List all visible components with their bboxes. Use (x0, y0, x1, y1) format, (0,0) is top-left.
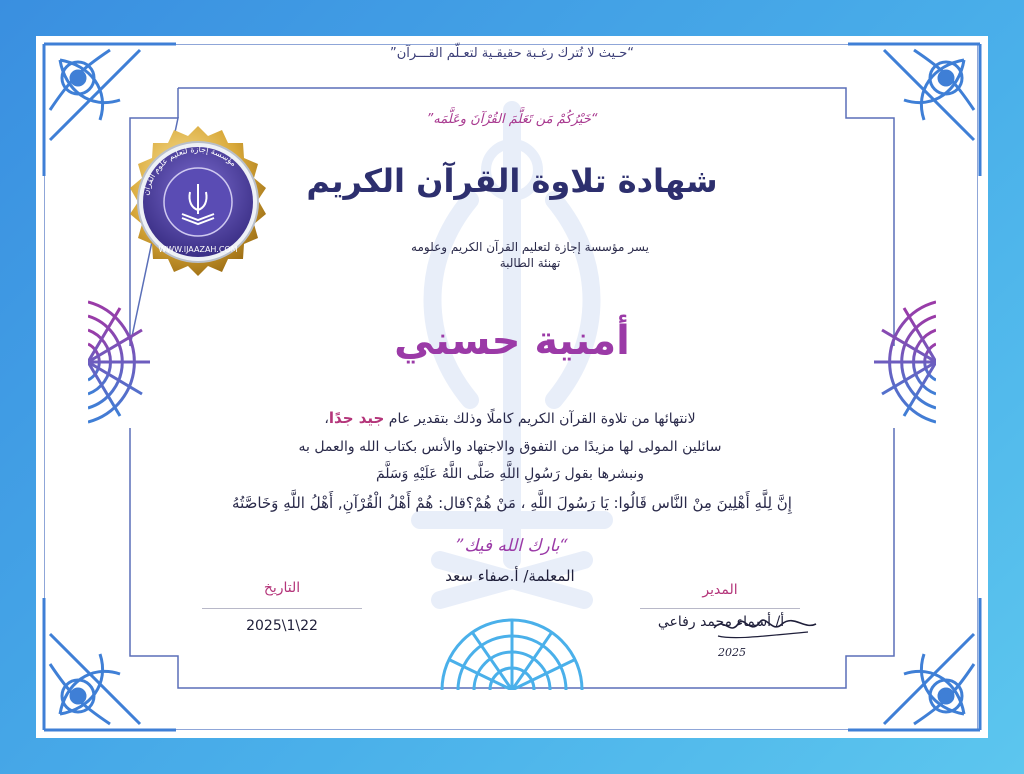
body-line-1 (170, 409, 850, 427)
right-fan-ornament-icon (846, 292, 936, 432)
corner-ornament-bottom-right-icon (844, 594, 984, 734)
body-line-4: إِنَّ لِلَّهِ أَهْلِينَ مِنْ النَّاس قَالُوا: يَا رَسُولَ اللَّهِ ، مَنْ هُمْ؟قال: هُمْ أَهْلُ الْقُرْآنِ, أَهْلُ اللَّهِ وَخَاصَّتُهُ (232, 494, 792, 512)
grade-value: جيد جدًا (328, 409, 385, 427)
teacher-name: المعلمة/ أ.صفاء سعد (445, 567, 575, 585)
date-label: التاريخ (263, 580, 301, 596)
student-name: أمنية حسني (394, 318, 630, 364)
intro-line-1: يسر مؤسسة إجازة لتعليم القرآن الكريم وعلومه (411, 240, 649, 254)
hadith-quote: “خَيْرُكُمْ مَن تَعَلَّمَ القُرْآنَ وعَلَّمَه” (426, 112, 598, 127)
body-line-1-suffix: ، (324, 411, 329, 427)
director-name: أ/ أسماء محمد رفاعي (657, 614, 785, 630)
corner-ornament-bottom-left-icon (40, 594, 180, 734)
corner-ornament-top-right-icon (844, 40, 984, 180)
intro-line-2: تهنئة الطالبة (499, 256, 561, 270)
body-line-3: ونبشرها بقول رَسُولِ اللَّهِ صَلَّى اللَّهُ عَلَيْهِ وَسَلَّمَ (375, 466, 645, 482)
director-label: المدير (702, 582, 738, 598)
date-value: 2025\1\22 (246, 618, 318, 634)
director-signature (704, 606, 824, 666)
certificate-title: شهادة تلاوة القرآن الكريم (306, 162, 718, 200)
blessing-text: “بارك الله فيك” (455, 536, 569, 556)
seal-ring-text: مؤسسة إجازة لتعليم علوم القرآن (141, 144, 239, 197)
body-line-1-prefix: لانتهائها من تلاوة القرآن الكريم كاملًا وذلك بتقدير عام (388, 411, 696, 427)
date-divider (202, 608, 362, 609)
bottom-fan-ornament-icon (432, 600, 592, 690)
body-line-2: سائلين المولى لها مزيدًا من التفوق والاجتهاد والأنس بكتاب الله والعمل به (298, 439, 722, 455)
signature-year: 2025 (718, 646, 746, 659)
tagline: “حـيث لا تُترك رغـبة حقيقـية لتعـلّم القـــرآن” (389, 46, 635, 61)
left-fan-ornament-icon (88, 292, 178, 432)
seal-url: WWW.IJAAZAH.COM (158, 245, 238, 254)
ijaazah-seal-badge (118, 122, 278, 282)
